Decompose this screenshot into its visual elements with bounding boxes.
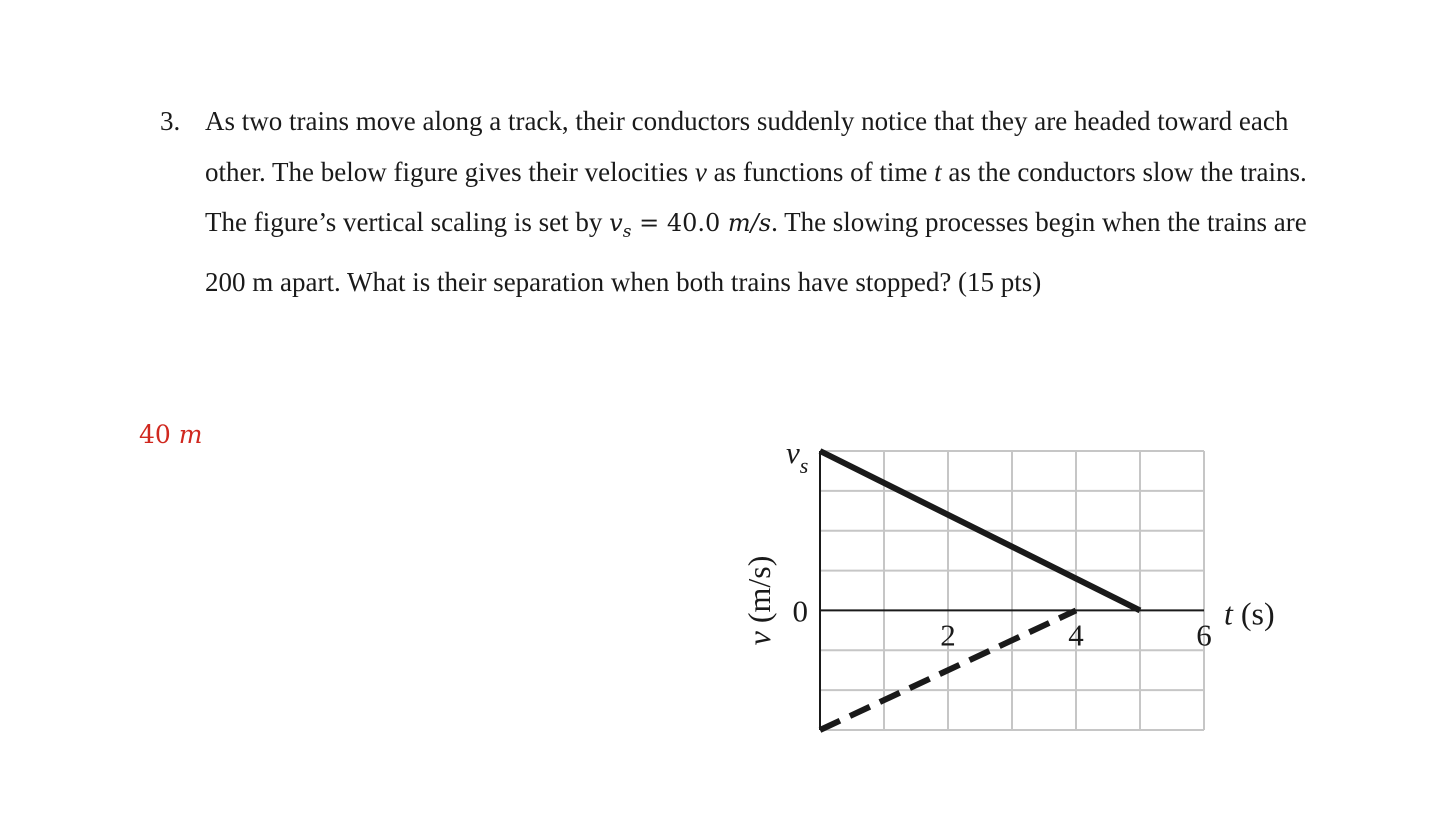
- x-axis-label: [1224, 595, 1275, 631]
- x-tick-label: 2: [940, 617, 956, 653]
- question-text-part-3: as the conductors slow the trains. The figure’s vertical scaling is set by: [205, 156, 1307, 237]
- vs-unit: m/s: [727, 209, 772, 237]
- question-text-part-2: as functions of time: [706, 156, 935, 187]
- y-tick-label: 0: [792, 593, 808, 629]
- series-group: [820, 451, 1140, 730]
- x-axis-label-unit: (s): [1232, 595, 1275, 632]
- velocity-time-graph: [720, 425, 1300, 750]
- x-tick-label: 6: [1196, 617, 1212, 653]
- answer-unit: m: [178, 420, 203, 449]
- x-axis-label-var: t: [1224, 595, 1233, 632]
- equals-sign: =: [631, 209, 667, 237]
- question-text-part-1: As two trains move along a track, their conductors suddenly notice that they are headed toward each other. The below figure gives their velocities: [205, 106, 1289, 187]
- variable-v: v: [694, 156, 707, 187]
- answer-value: 40: [139, 420, 179, 449]
- question-number: 3.: [160, 106, 181, 136]
- question-text-part-4: . The slowing processes begin when the trains are 200 m apart. What is their separation when both trains have stopped? (15 pts): [205, 207, 1307, 298]
- question-text: [205, 96, 1320, 308]
- y-top-label: $v_s$: [786, 435, 809, 478]
- vs-value: 40.0: [666, 209, 728, 237]
- y-axis-label-unit: (m/s): [741, 555, 777, 632]
- answer-text: [139, 420, 202, 449]
- y-axis-label-var: v: [741, 631, 777, 646]
- grid: [820, 451, 1204, 730]
- x-tick-label: 4: [1068, 617, 1084, 653]
- vs-symbol: $v_s$: [609, 209, 632, 242]
- graph-svg: [720, 425, 1300, 750]
- variable-t: t: [934, 156, 942, 187]
- y-axis-label: [741, 556, 777, 646]
